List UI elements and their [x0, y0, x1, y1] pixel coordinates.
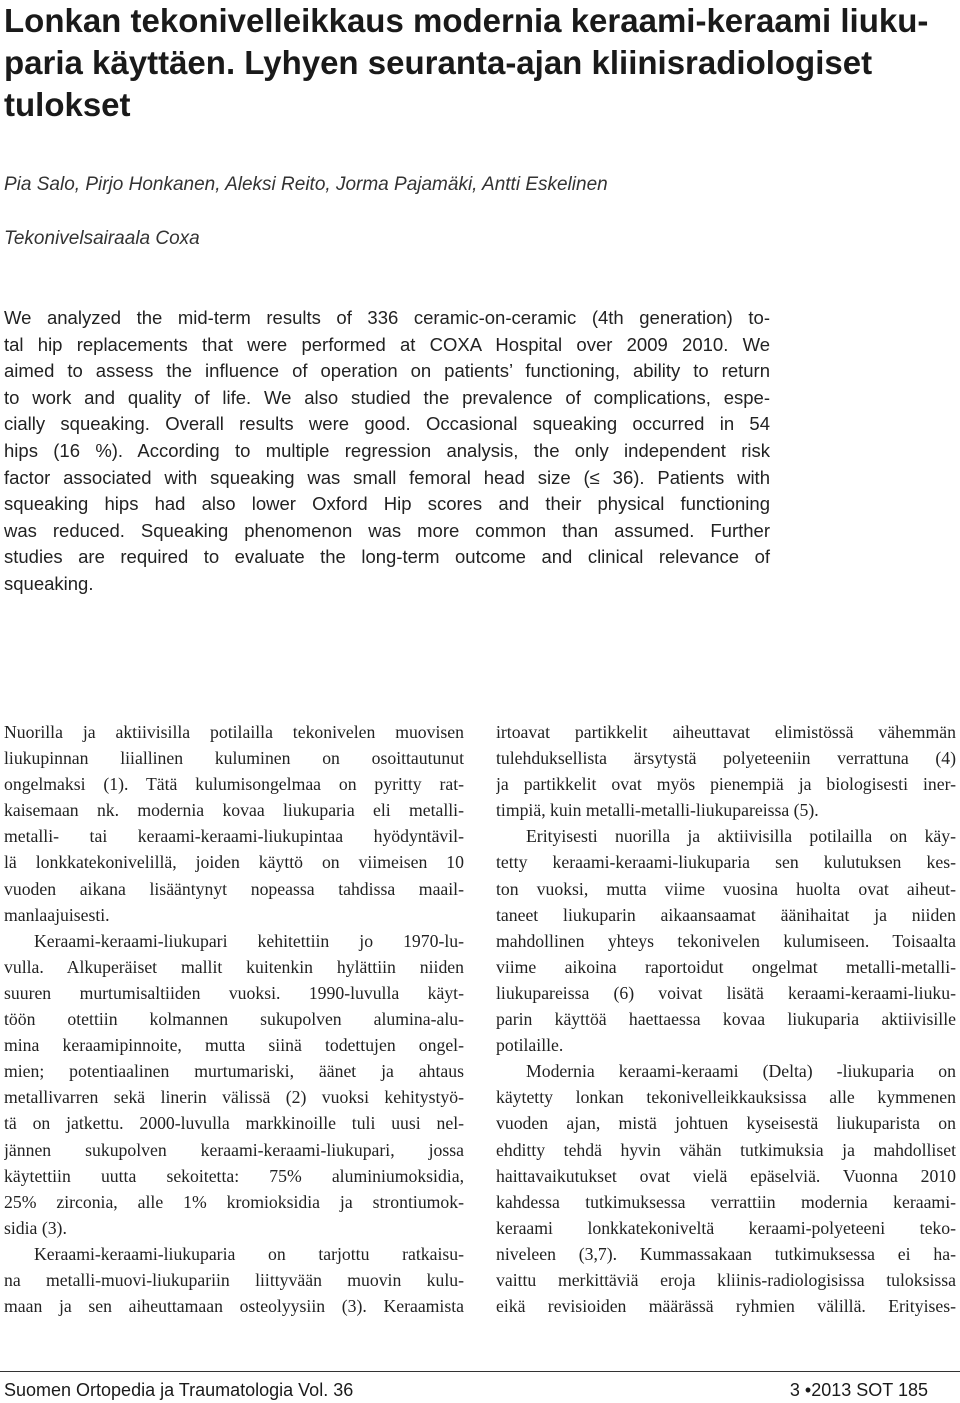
title-line: paria käyttäen. Lyhyen seuranta-ajan kliinisradiologiset — [4, 44, 873, 81]
body-column-right — [496, 719, 956, 1319]
body-line: ja partikkelit ovat myös pienempiä ja biologisesti iner- — [496, 774, 956, 795]
body-line: irtoavat partikkelit aiheuttavat elimistössä vähemmän — [496, 722, 956, 742]
body-line: viime aikoina raportoidut ongelmat metalli-metalli- — [496, 956, 956, 977]
body-line: mahdollinen yhteys tekonivelen kulumiseen. Toisaalta — [496, 930, 956, 951]
body-line: vulla. Alkuperäiset mallit kuitenkin hylättiin niiden — [4, 956, 464, 977]
body-line: parin käyttöä haettaessa kovaa liukuparia aktiivisille — [496, 1009, 956, 1030]
body-line: timpiä, kuin metalli-metalli-liukupareissa (5). — [496, 800, 819, 821]
body-line: Nuorilla ja aktiivisilla potilailla tekonivelen muovisen — [4, 722, 464, 742]
body-line: ongelmaksi (1). Tätä kulumisongelmaa on pyritty rat- — [4, 774, 464, 795]
body-line: liukupareissa (6) voivat lisätä keraami-keraami-liuku- — [496, 982, 956, 1003]
body-line: ton vuoksi, mutta viime vuosina huolta ovat aiheut- — [496, 878, 956, 899]
body-line: Keraami-keraami-liukupari kehitettiin jo 1970-lu- — [34, 930, 464, 951]
body-line: niveleen (3,7). Kummassakaan tutkimuksessa ei ha- — [496, 1243, 956, 1264]
body-line: Modernia keraami-keraami (Delta) -liukuparia on — [526, 1061, 956, 1082]
body-line: kahdessa tutkimuksessa verrattiin modernia keraami- — [496, 1191, 956, 1212]
body-line: maan ja sen aiheuttamaan osteolyysiin (3). Keraamista — [4, 1296, 464, 1317]
author-list: Pia Salo, Pirjo Honkanen, Aleksi Reito, Jorma Pajamäki, Antti Eskelinen — [4, 174, 608, 195]
abstract-line: cially squeaking. Overall results were good. Occasional squeaking occurred in 54 — [4, 413, 770, 435]
abstract — [4, 305, 770, 598]
body-line: vuoden aikana lisääntynyt nopeassa tahdissa maail- — [4, 878, 464, 899]
abstract-line: aimed to assess the influence of operation on patients’ functioning, ability to return — [4, 360, 770, 382]
body-line: metalli- tai keraami-keraami-liukupintaa hyödyntävil- — [4, 826, 464, 847]
body-line: jännen sukupolven keraami-keraami-liukupari, jossa — [4, 1139, 464, 1160]
title-line: tulokset — [4, 86, 131, 123]
abstract-line: studies are required to evaluate the long-term outcome and clinical relevance of — [4, 546, 770, 568]
body-line: 25% zirconia, alle 1% kromioksidia ja strontiumok- — [4, 1191, 464, 1212]
body-line: käytetty lonkan tekonivelleikkauksissa alle kymmenen — [496, 1087, 956, 1108]
body-line: na metalli-muovi-liukupariin liittyvään muovin kulu- — [4, 1269, 464, 1290]
body-line: suuren murtumisaltiiden vuoksi. 1990-luvulla käyt- — [4, 982, 464, 1003]
body-line: käytettiin uutta sekoitetta: 75% aluminiumoksidia, — [4, 1165, 464, 1186]
abstract-line: squeaking. — [4, 572, 94, 594]
body-line: ehditty tehdä hyvin vähän tutkimuksia ja mahdolliset — [496, 1139, 956, 1160]
body-line: keraami lonkkatekoniveltä keraami-polyeteeni teko- — [496, 1217, 956, 1238]
body-line: manlaajuisesti. — [4, 904, 110, 925]
body-line: Erityisesti nuorilla ja aktiivisilla potilailla on käy- — [526, 826, 956, 847]
abstract-line: was reduced. Squeaking phenomenon was more common than assumed. Further — [4, 519, 770, 541]
body-line: vaittu merkittäviä eroja kliinis-radiologisissa tuloksissa — [496, 1269, 956, 1290]
journal-name: Suomen Ortopedia ja Traumatologia Vol. 36 — [4, 1380, 354, 1400]
body-line: mien; potentiaalinen murtumariski, äänet ja ahtaus — [4, 1061, 464, 1082]
body-line: lä lonkkatekonivelillä, joiden käyttö on viimeisen 10 — [4, 852, 464, 873]
abstract-line: tal hip replacements that were performed at COXA Hospital over 2009 2010. We — [4, 333, 770, 355]
abstract-line: hips (16 %). According to multiple regression analysis, the only independent risk — [4, 439, 770, 461]
body-line: töön otettiin kolmannen sukupolven alumina-alu- — [4, 1009, 464, 1030]
body-line: mina keraamipinnoite, mutta siinä todettujen ongel- — [4, 1035, 464, 1056]
affiliation: Tekonivelsairaala Coxa — [4, 228, 200, 249]
body-line: metallivarren sekä linerin välissä (2) vuoksi kehitystyö- — [4, 1087, 464, 1108]
body-line: eikä revisioiden määrässä ryhmien välillä. Erityises- — [496, 1296, 956, 1317]
body-line: haittavaikutukset ovat vielä epäselviä. Vuonna 2010 — [496, 1165, 956, 1186]
title-line: Lonkan tekonivelleikkaus modernia keraami-keraami liuku- — [4, 2, 929, 39]
abstract-line: to work and quality of life. We also studied the prevalence of complications, espe- — [4, 386, 770, 408]
body-line: kaisemaan nk. modernia kovaa liukuparia eli metalli- — [4, 800, 464, 821]
body-line: tulehduksellista ärsytystä polyeteeniin verrattuna (4) — [496, 748, 956, 769]
abstract-line: We analyzed the mid-term results of 336 ceramic-on-ceramic (4th generation) to- — [4, 307, 770, 328]
body-line: sidia (3). — [4, 1217, 67, 1238]
body-line: Keraami-keraami-liukuparia on tarjottu ratkaisu- — [34, 1243, 464, 1264]
body-line: liukupinnan liiallinen kuluminen on osoittautunut — [4, 748, 464, 769]
abstract-line: squeaking hips had also lower Oxford Hip scores and their physical functioning — [4, 493, 770, 515]
body-line: tetty keraami-keraami-liukuparia sen kulutuksen kes- — [496, 852, 956, 873]
abstract-line: factor associated with squeaking was small femoral head size (≤ 36). Patients with — [4, 466, 770, 488]
body-line: potilaille. — [496, 1035, 564, 1056]
footer-divider — [0, 1371, 960, 1372]
body-line: taneet liukuparin aikaansaamat äänihaitat ja niiden — [496, 904, 956, 925]
issue-page-number: 3 •2013 SOT 185 — [789, 1380, 928, 1400]
article-title — [4, 0, 949, 126]
body-line: vuoden ajan, mistä johtuen kyseisestä liukuparista on — [496, 1113, 956, 1134]
body-column-left — [4, 719, 464, 1319]
body-line: tä on jatkettu. 2000-luvulla markkinoille tuli uusi nel- — [4, 1113, 464, 1134]
